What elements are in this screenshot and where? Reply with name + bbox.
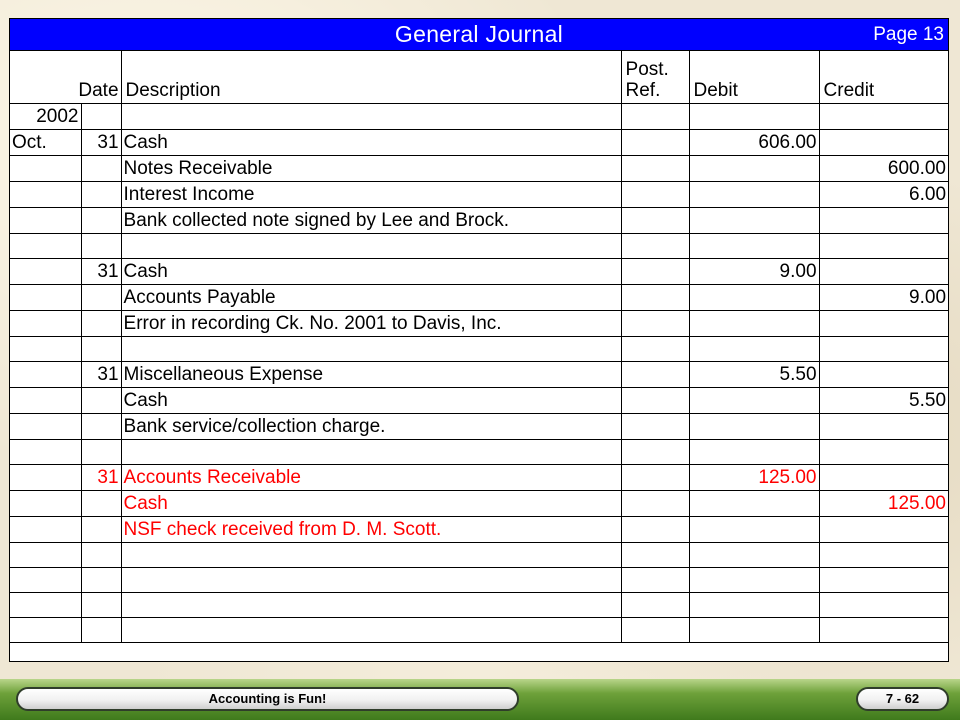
- post-ref-cell: [621, 103, 689, 129]
- post-ref-cell: [621, 464, 689, 490]
- table-row: [10, 361, 948, 387]
- table-row: [10, 181, 948, 207]
- post-ref-cell: [621, 129, 689, 155]
- table-row: [10, 155, 948, 181]
- credit-cell: 9.00: [819, 284, 948, 310]
- description-cell: Accounts Receivable: [121, 464, 621, 490]
- debit-cell: [689, 233, 819, 258]
- debit-cell: [689, 617, 819, 642]
- table-row: [10, 129, 948, 155]
- journal-title-bar: [10, 19, 948, 51]
- date-day-cell: [81, 181, 121, 207]
- post-ref-cell: [621, 310, 689, 336]
- header-row: [10, 51, 948, 103]
- credit-cell: [819, 361, 948, 387]
- credit-cell: [819, 413, 948, 439]
- table-row: [10, 464, 948, 490]
- date-month-cell: [10, 258, 81, 284]
- table-row: [10, 258, 948, 284]
- table-row: [10, 233, 948, 258]
- debit-cell: [689, 413, 819, 439]
- table-row: [10, 592, 948, 617]
- footer-caption: Accounting is Fun!: [16, 687, 519, 711]
- credit-cell: [819, 617, 948, 642]
- date-month-cell: [10, 464, 81, 490]
- date-day-cell: [81, 233, 121, 258]
- date-month-cell: [10, 310, 81, 336]
- date-day-cell: 31: [81, 464, 121, 490]
- date-day-cell: [81, 567, 121, 592]
- post-ref-cell: [621, 567, 689, 592]
- description-cell: Cash: [121, 129, 621, 155]
- credit-cell: [819, 233, 948, 258]
- credit-header: Credit: [819, 51, 948, 103]
- debit-cell: [689, 490, 819, 516]
- post-ref-cell: [621, 516, 689, 542]
- credit-cell: 600.00: [819, 155, 948, 181]
- date-month-cell: [10, 284, 81, 310]
- credit-cell: 6.00: [819, 181, 948, 207]
- post-ref-header-line2: Ref.: [625, 79, 661, 101]
- slide-number: 7 - 62: [856, 687, 949, 711]
- date-day-cell: [81, 413, 121, 439]
- date-day-cell: 31: [81, 361, 121, 387]
- description-cell: Cash: [121, 258, 621, 284]
- credit-cell: [819, 336, 948, 361]
- debit-cell: 5.50: [689, 361, 819, 387]
- journal-title: General Journal: [394, 21, 564, 47]
- date-day-cell: [81, 542, 121, 567]
- table-row: [10, 336, 948, 361]
- debit-cell: 125.00: [689, 464, 819, 490]
- date-month-cell: [10, 387, 81, 413]
- post-ref-cell: [621, 490, 689, 516]
- debit-cell: [689, 542, 819, 567]
- table-row: [10, 439, 948, 464]
- table-row: [10, 617, 948, 642]
- date-day-cell: [81, 103, 121, 129]
- post-ref-cell: [621, 617, 689, 642]
- post-ref-cell: [621, 181, 689, 207]
- description-cell: [121, 542, 621, 567]
- debit-cell: [689, 439, 819, 464]
- date-month-cell: [10, 361, 81, 387]
- description-cell: NSF check received from D. M. Scott.: [121, 516, 621, 542]
- date-day-cell: [81, 439, 121, 464]
- post-ref-cell: [621, 439, 689, 464]
- debit-cell: [689, 103, 819, 129]
- description-cell: Interest Income: [121, 181, 621, 207]
- description-cell: [121, 617, 621, 642]
- description-cell: Cash: [121, 490, 621, 516]
- date-day-cell: [81, 284, 121, 310]
- description-cell: [121, 439, 621, 464]
- date-month-cell: [10, 490, 81, 516]
- credit-cell: [819, 592, 948, 617]
- date-day-cell: [81, 155, 121, 181]
- date-month-cell: Oct.: [10, 129, 81, 155]
- date-day-cell: 31: [81, 129, 121, 155]
- credit-cell: [819, 516, 948, 542]
- description-cell: [121, 336, 621, 361]
- description-cell: Error in recording Ck. No. 2001 to Davis, Inc.: [121, 310, 621, 336]
- credit-cell: 125.00: [819, 490, 948, 516]
- post-ref-header: [621, 51, 689, 103]
- post-ref-cell: [621, 155, 689, 181]
- date-month-cell: [10, 542, 81, 567]
- table-row: [10, 207, 948, 233]
- post-ref-cell: [621, 361, 689, 387]
- post-ref-cell: [621, 284, 689, 310]
- debit-cell: 9.00: [689, 258, 819, 284]
- debit-cell: [689, 207, 819, 233]
- debit-cell: [689, 516, 819, 542]
- table-row: [10, 387, 948, 413]
- table-row: [10, 542, 948, 567]
- description-cell: [121, 592, 621, 617]
- date-day-cell: [81, 592, 121, 617]
- debit-cell: [689, 387, 819, 413]
- journal-table: [10, 51, 948, 643]
- date-month-cell: [10, 516, 81, 542]
- credit-cell: [819, 542, 948, 567]
- description-header: Description: [121, 51, 621, 103]
- table-row: [10, 567, 948, 592]
- description-cell: [121, 567, 621, 592]
- credit-cell: [819, 207, 948, 233]
- description-cell: Bank collected note signed by Lee and Brock.: [121, 207, 621, 233]
- table-row: [10, 413, 948, 439]
- description-cell: Cash: [121, 387, 621, 413]
- description-cell: [121, 103, 621, 129]
- date-header: Date: [10, 51, 121, 103]
- post-ref-cell: [621, 207, 689, 233]
- general-journal: [9, 18, 949, 662]
- description-cell: Miscellaneous Expense: [121, 361, 621, 387]
- credit-cell: [819, 310, 948, 336]
- date-month-cell: [10, 439, 81, 464]
- date-month-cell: [10, 233, 81, 258]
- date-month-cell: [10, 336, 81, 361]
- date-day-cell: [81, 516, 121, 542]
- date-month-cell: [10, 617, 81, 642]
- date-day-cell: [81, 207, 121, 233]
- debit-cell: [689, 181, 819, 207]
- credit-cell: 5.50: [819, 387, 948, 413]
- table-row: [10, 284, 948, 310]
- post-ref-cell: [621, 413, 689, 439]
- post-ref-cell: [621, 233, 689, 258]
- date-month-cell: [10, 567, 81, 592]
- date-day-cell: [81, 617, 121, 642]
- credit-cell: [819, 464, 948, 490]
- description-cell: Bank service/collection charge.: [121, 413, 621, 439]
- debit-cell: 606.00: [689, 129, 819, 155]
- debit-header: Debit: [689, 51, 819, 103]
- date-month-cell: [10, 413, 81, 439]
- description-cell: Accounts Payable: [121, 284, 621, 310]
- table-row: [10, 490, 948, 516]
- table-row: [10, 516, 948, 542]
- description-cell: Notes Receivable: [121, 155, 621, 181]
- page-number: Page 13: [873, 24, 944, 45]
- table-row: [10, 310, 948, 336]
- date-day-cell: 31: [81, 258, 121, 284]
- post-ref-cell: [621, 336, 689, 361]
- debit-cell: [689, 567, 819, 592]
- credit-cell: [819, 129, 948, 155]
- date-day-cell: [81, 490, 121, 516]
- date-day-cell: [81, 336, 121, 361]
- date-month-cell: [10, 592, 81, 617]
- debit-cell: [689, 284, 819, 310]
- debit-cell: [689, 155, 819, 181]
- post-ref-cell: [621, 542, 689, 567]
- debit-cell: [689, 310, 819, 336]
- date-month-cell: [10, 207, 81, 233]
- post-ref-cell: [621, 258, 689, 284]
- credit-cell: [819, 258, 948, 284]
- date-day-cell: [81, 310, 121, 336]
- credit-cell: [819, 103, 948, 129]
- date-day-cell: [81, 387, 121, 413]
- description-cell: [121, 233, 621, 258]
- post-ref-cell: [621, 387, 689, 413]
- credit-cell: [819, 567, 948, 592]
- date-month-cell: [10, 155, 81, 181]
- credit-cell: [819, 439, 948, 464]
- debit-cell: [689, 592, 819, 617]
- post-ref-cell: [621, 592, 689, 617]
- debit-cell: [689, 336, 819, 361]
- table-row: [10, 103, 948, 129]
- date-month-cell: [10, 181, 81, 207]
- post-ref-header-line1: Post.: [625, 58, 669, 80]
- date-month-cell: 2002: [10, 103, 81, 129]
